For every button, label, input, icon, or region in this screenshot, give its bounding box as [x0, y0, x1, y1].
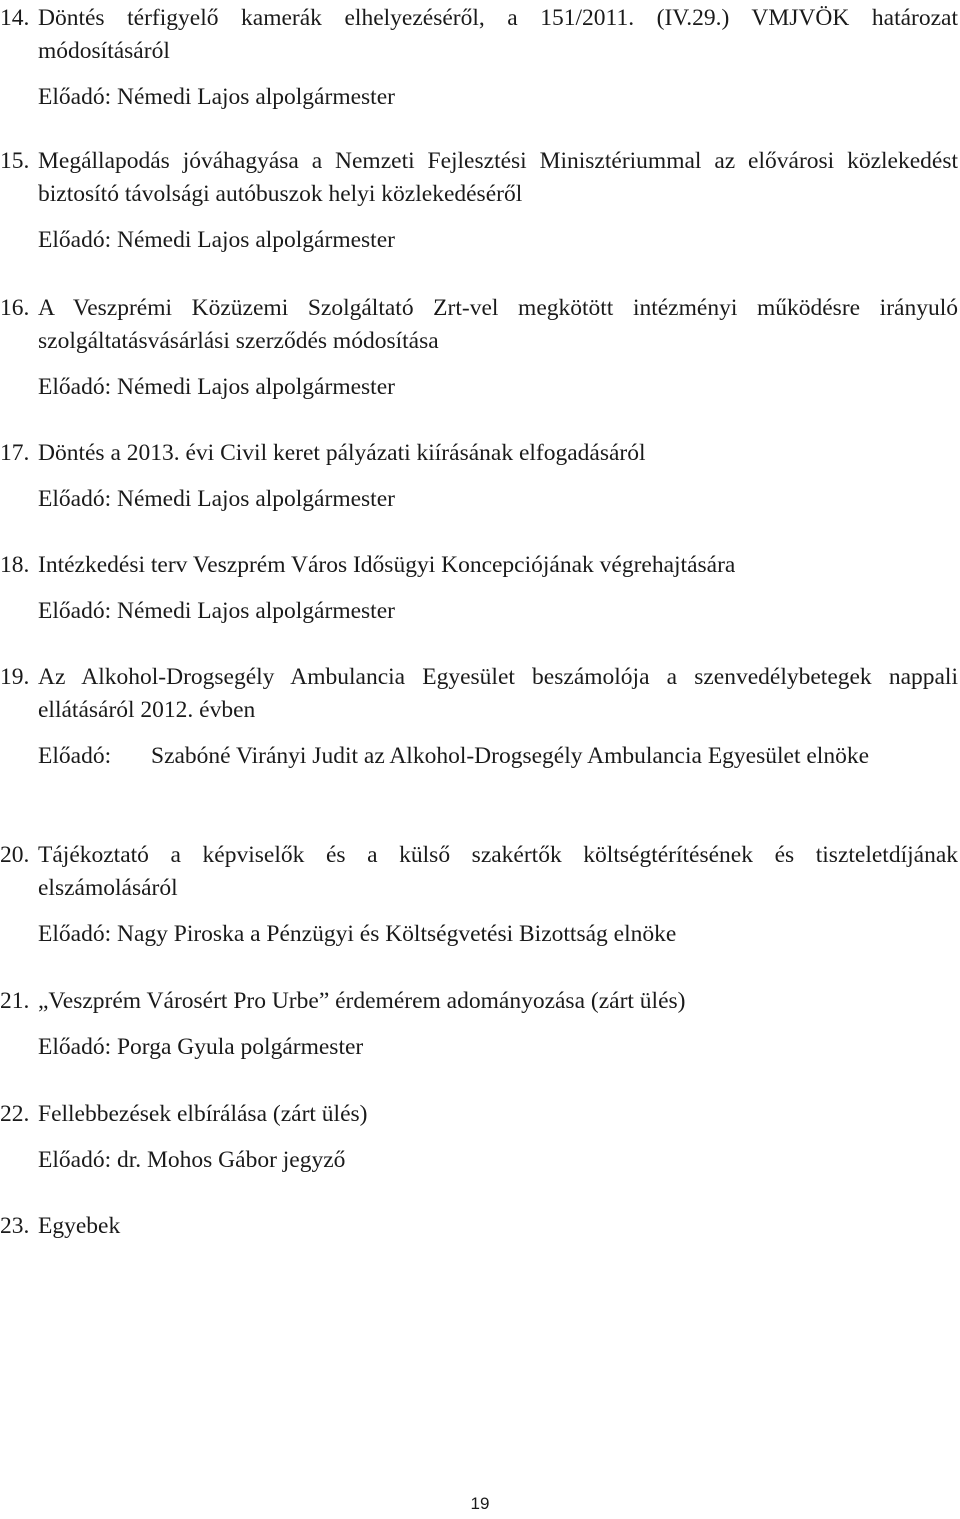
- presenter-label: Előadó:: [38, 374, 112, 400]
- agenda-item-number: 22.: [0, 1101, 30, 1127]
- agenda-item-presenter: [38, 1031, 958, 1064]
- agenda-item-presenter: [38, 371, 958, 404]
- presenter-name: Némedi Lajos alpolgármester: [116, 486, 395, 512]
- agenda-item-number: 17.: [0, 440, 30, 466]
- presenter-label: Előadó:: [38, 486, 112, 512]
- agenda-item-presenter: [38, 1144, 958, 1177]
- agenda-item-number: 23.: [0, 1213, 30, 1239]
- presenter-name: Szabóné Virányi Judit az Alkohol-Drogsegély Ambulancia Egyesület elnöke: [151, 743, 870, 769]
- agenda-item-15: [0, 145, 958, 257]
- agenda-item-presenter: [38, 81, 958, 114]
- agenda-item-title: Megállapodás jóváhagyása a Nemzeti Fejlesztési Minisztériummal az elővárosi közlekedést biztosító távolsági autóbuszok helyi közlekedéséről: [38, 148, 958, 207]
- agenda-item-number: 18.: [0, 552, 30, 578]
- agenda-item-14: [0, 2, 958, 114]
- agenda-item-title: Intézkedési terv Veszprém Város Idősügyi Koncepciójának végrehajtására: [38, 552, 736, 578]
- presenter-label: Előadó:: [38, 921, 112, 947]
- agenda-item-23: [0, 1210, 958, 1243]
- presenter-name: Némedi Lajos alpolgármester: [116, 374, 395, 400]
- agenda-item-number: 20.: [0, 842, 30, 868]
- agenda-item-presenter: [38, 740, 958, 773]
- agenda-item-presenter: [38, 224, 958, 257]
- agenda-item-title: A Veszprémi Közüzemi Szolgáltató Zrt-vel megkötött intézményi működésre irányuló szolgáltatásvásárlási szerződés módosítása: [38, 295, 958, 354]
- presenter-name: dr. Mohos Gábor jegyző: [116, 1147, 346, 1173]
- agenda-item-21: [0, 985, 958, 1064]
- agenda-item-19: [0, 661, 958, 773]
- agenda-item-title: Az Alkohol-Drogsegély Ambulancia Egyesület beszámolója a szenvedélybetegek nappali ellátásáról 2012. évben: [38, 664, 958, 723]
- presenter-label: Előadó:: [38, 84, 112, 110]
- page-number: 19: [470, 1494, 490, 1513]
- presenter-label: Előadó:: [38, 743, 112, 769]
- presenter-name: Némedi Lajos alpolgármester: [116, 598, 395, 624]
- agenda-item-title: Egyebek: [38, 1213, 121, 1239]
- presenter-label: Előadó:: [38, 1147, 112, 1173]
- agenda-item-title: Döntés a 2013. évi Civil keret pályázati kiírásának elfogadásáról: [38, 440, 646, 466]
- agenda-item-title: „Veszprém Városért Pro Urbe” érdemérem adományozása (zárt ülés): [38, 988, 686, 1014]
- presenter-label: Előadó:: [38, 598, 112, 624]
- presenter-name: Porga Gyula polgármester: [116, 1034, 364, 1060]
- agenda-item-number: 14.: [0, 5, 30, 31]
- presenter-name: Nagy Piroska a Pénzügyi és Költségvetési Bizottság elnöke: [116, 921, 677, 947]
- agenda-item-17: [0, 437, 958, 516]
- presenter-name: Némedi Lajos alpolgármester: [116, 227, 395, 253]
- agenda-item-presenter: [38, 918, 958, 951]
- presenter-label: Előadó:: [38, 227, 112, 253]
- agenda-item-number: 21.: [0, 988, 30, 1014]
- agenda-item-title: Fellebbezések elbírálása (zárt ülés): [38, 1101, 368, 1127]
- presenter-label: Előadó:: [38, 1034, 112, 1060]
- agenda-item-title: Tájékoztató a képviselők és a külső szakértők költségtérítésének és tiszteletdíjának elszámolásáról: [38, 842, 958, 901]
- agenda-item-title: Döntés térfigyelő kamerák elhelyezéséről, a 151/2011. (IV.29.) VMJVÖK határozat módosításáról: [38, 5, 958, 64]
- presenter-name: Némedi Lajos alpolgármester: [116, 84, 395, 110]
- agenda-item-presenter: [38, 483, 958, 516]
- agenda-item-16: [0, 292, 958, 404]
- agenda-item-presenter: [38, 595, 958, 628]
- agenda-item-number: 15.: [0, 148, 30, 174]
- agenda-item-20: [0, 839, 958, 951]
- agenda-item-22: [0, 1098, 958, 1177]
- agenda-item-number: 19.: [0, 664, 30, 690]
- agenda-item-number: 16.: [0, 295, 30, 321]
- agenda-item-18: [0, 549, 958, 628]
